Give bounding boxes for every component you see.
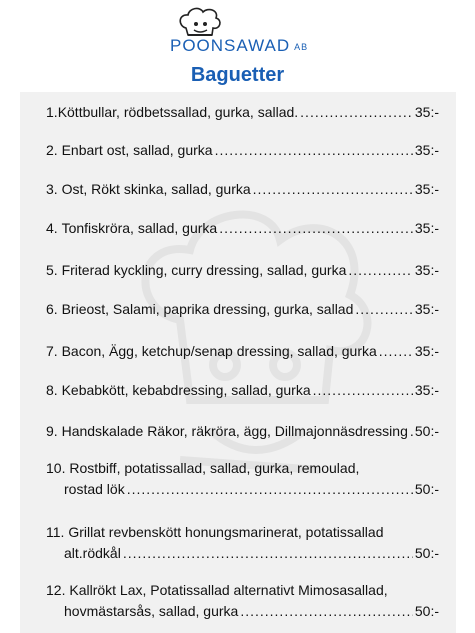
item-price: 35:- (414, 181, 439, 197)
item-price: 50:- (414, 481, 439, 497)
list-item (46, 381, 439, 400)
dot-leader (348, 261, 413, 280)
item-price: 35:- (414, 343, 439, 359)
item-text: Brieost, Salami, paprika dressing, gurka, sallad (61, 301, 354, 317)
item-price: 35:- (414, 142, 439, 158)
item-number: 8. (46, 382, 58, 398)
brand-logo (170, 36, 308, 56)
item-number: 9. (46, 423, 58, 439)
item-number: 3. (46, 181, 58, 197)
item-number: 11. (46, 524, 65, 540)
list-item (46, 103, 439, 122)
item-text-continued: hovmästarsås, sallad, gurka (64, 603, 239, 619)
dot-leader (253, 180, 413, 199)
header (0, 0, 475, 100)
page-title: Baguetter (190, 64, 285, 86)
list-item (46, 580, 439, 622)
dot-leader (127, 479, 413, 500)
dot-leader (379, 342, 413, 361)
item-number: 10. (46, 460, 66, 476)
list-item (46, 141, 439, 160)
item-text: Grillat revbenskött honungsmarinerat, potatissallad (68, 524, 384, 540)
item-number: 6. (46, 301, 58, 317)
dot-leader (123, 543, 413, 564)
item-text: Bacon, Ägg, ketchup/senap dressing, sallad, gurka (61, 343, 377, 359)
item-number: 1. (46, 104, 58, 120)
list-item (46, 219, 439, 238)
item-text: Tonfiskröra, sallad, gurka (61, 220, 218, 236)
list-item (46, 458, 439, 500)
item-price: 50:- (414, 545, 439, 561)
item-number: 2. (46, 142, 58, 158)
item-number: 5. (46, 262, 58, 278)
item-price: 35:- (414, 382, 439, 398)
item-price: 35:- (414, 220, 439, 236)
list-item (46, 422, 439, 441)
item-text: Friterad kyckling, curry dressing, sallad, gurka (61, 262, 347, 278)
item-price: 35:- (414, 301, 439, 317)
item-price: 50:- (414, 603, 439, 619)
item-price: 35:- (414, 104, 439, 120)
item-text: Ost, Rökt skinka, sallad, gurka (61, 181, 251, 197)
dot-leader (215, 141, 413, 160)
list-item (46, 300, 439, 319)
list-item (46, 180, 439, 199)
brand-name: POONSAWAD (170, 36, 291, 55)
list-item (46, 522, 439, 564)
dot-leader (313, 381, 413, 400)
item-text: Handskalade Räkor, räkröra, ägg, Dillmajonnäsdressing (61, 423, 408, 439)
item-number: 12. (46, 582, 66, 598)
item-text-continued: alt.rödkål (64, 545, 121, 561)
item-text: Kebabkött, kebabdressing, sallad, gurka (61, 382, 311, 398)
item-text: Rostbiff, potatissallad, sallad, gurka, remoulad, (69, 460, 360, 476)
item-price: 35:- (414, 262, 439, 278)
dot-leader (240, 601, 413, 622)
item-number: 7. (46, 343, 58, 359)
dot-leader (219, 219, 413, 238)
item-price: 50:- (414, 423, 439, 439)
list-item (46, 261, 439, 280)
dot-leader (355, 300, 412, 319)
dot-leader (300, 103, 413, 122)
dot-leader (410, 422, 413, 441)
item-text-continued: rostad lök (64, 481, 125, 497)
item-text: Enbart ost, sallad, gurka (61, 142, 213, 158)
list-item (46, 342, 439, 361)
brand-suffix: AB (294, 42, 309, 52)
item-text: Köttbullar, rödbetssallad, gurka, sallad. (57, 104, 299, 120)
item-text: Kallrökt Lax, Potatissallad alternativt Mimosasallad, (69, 582, 388, 598)
item-number: 4. (46, 220, 58, 236)
